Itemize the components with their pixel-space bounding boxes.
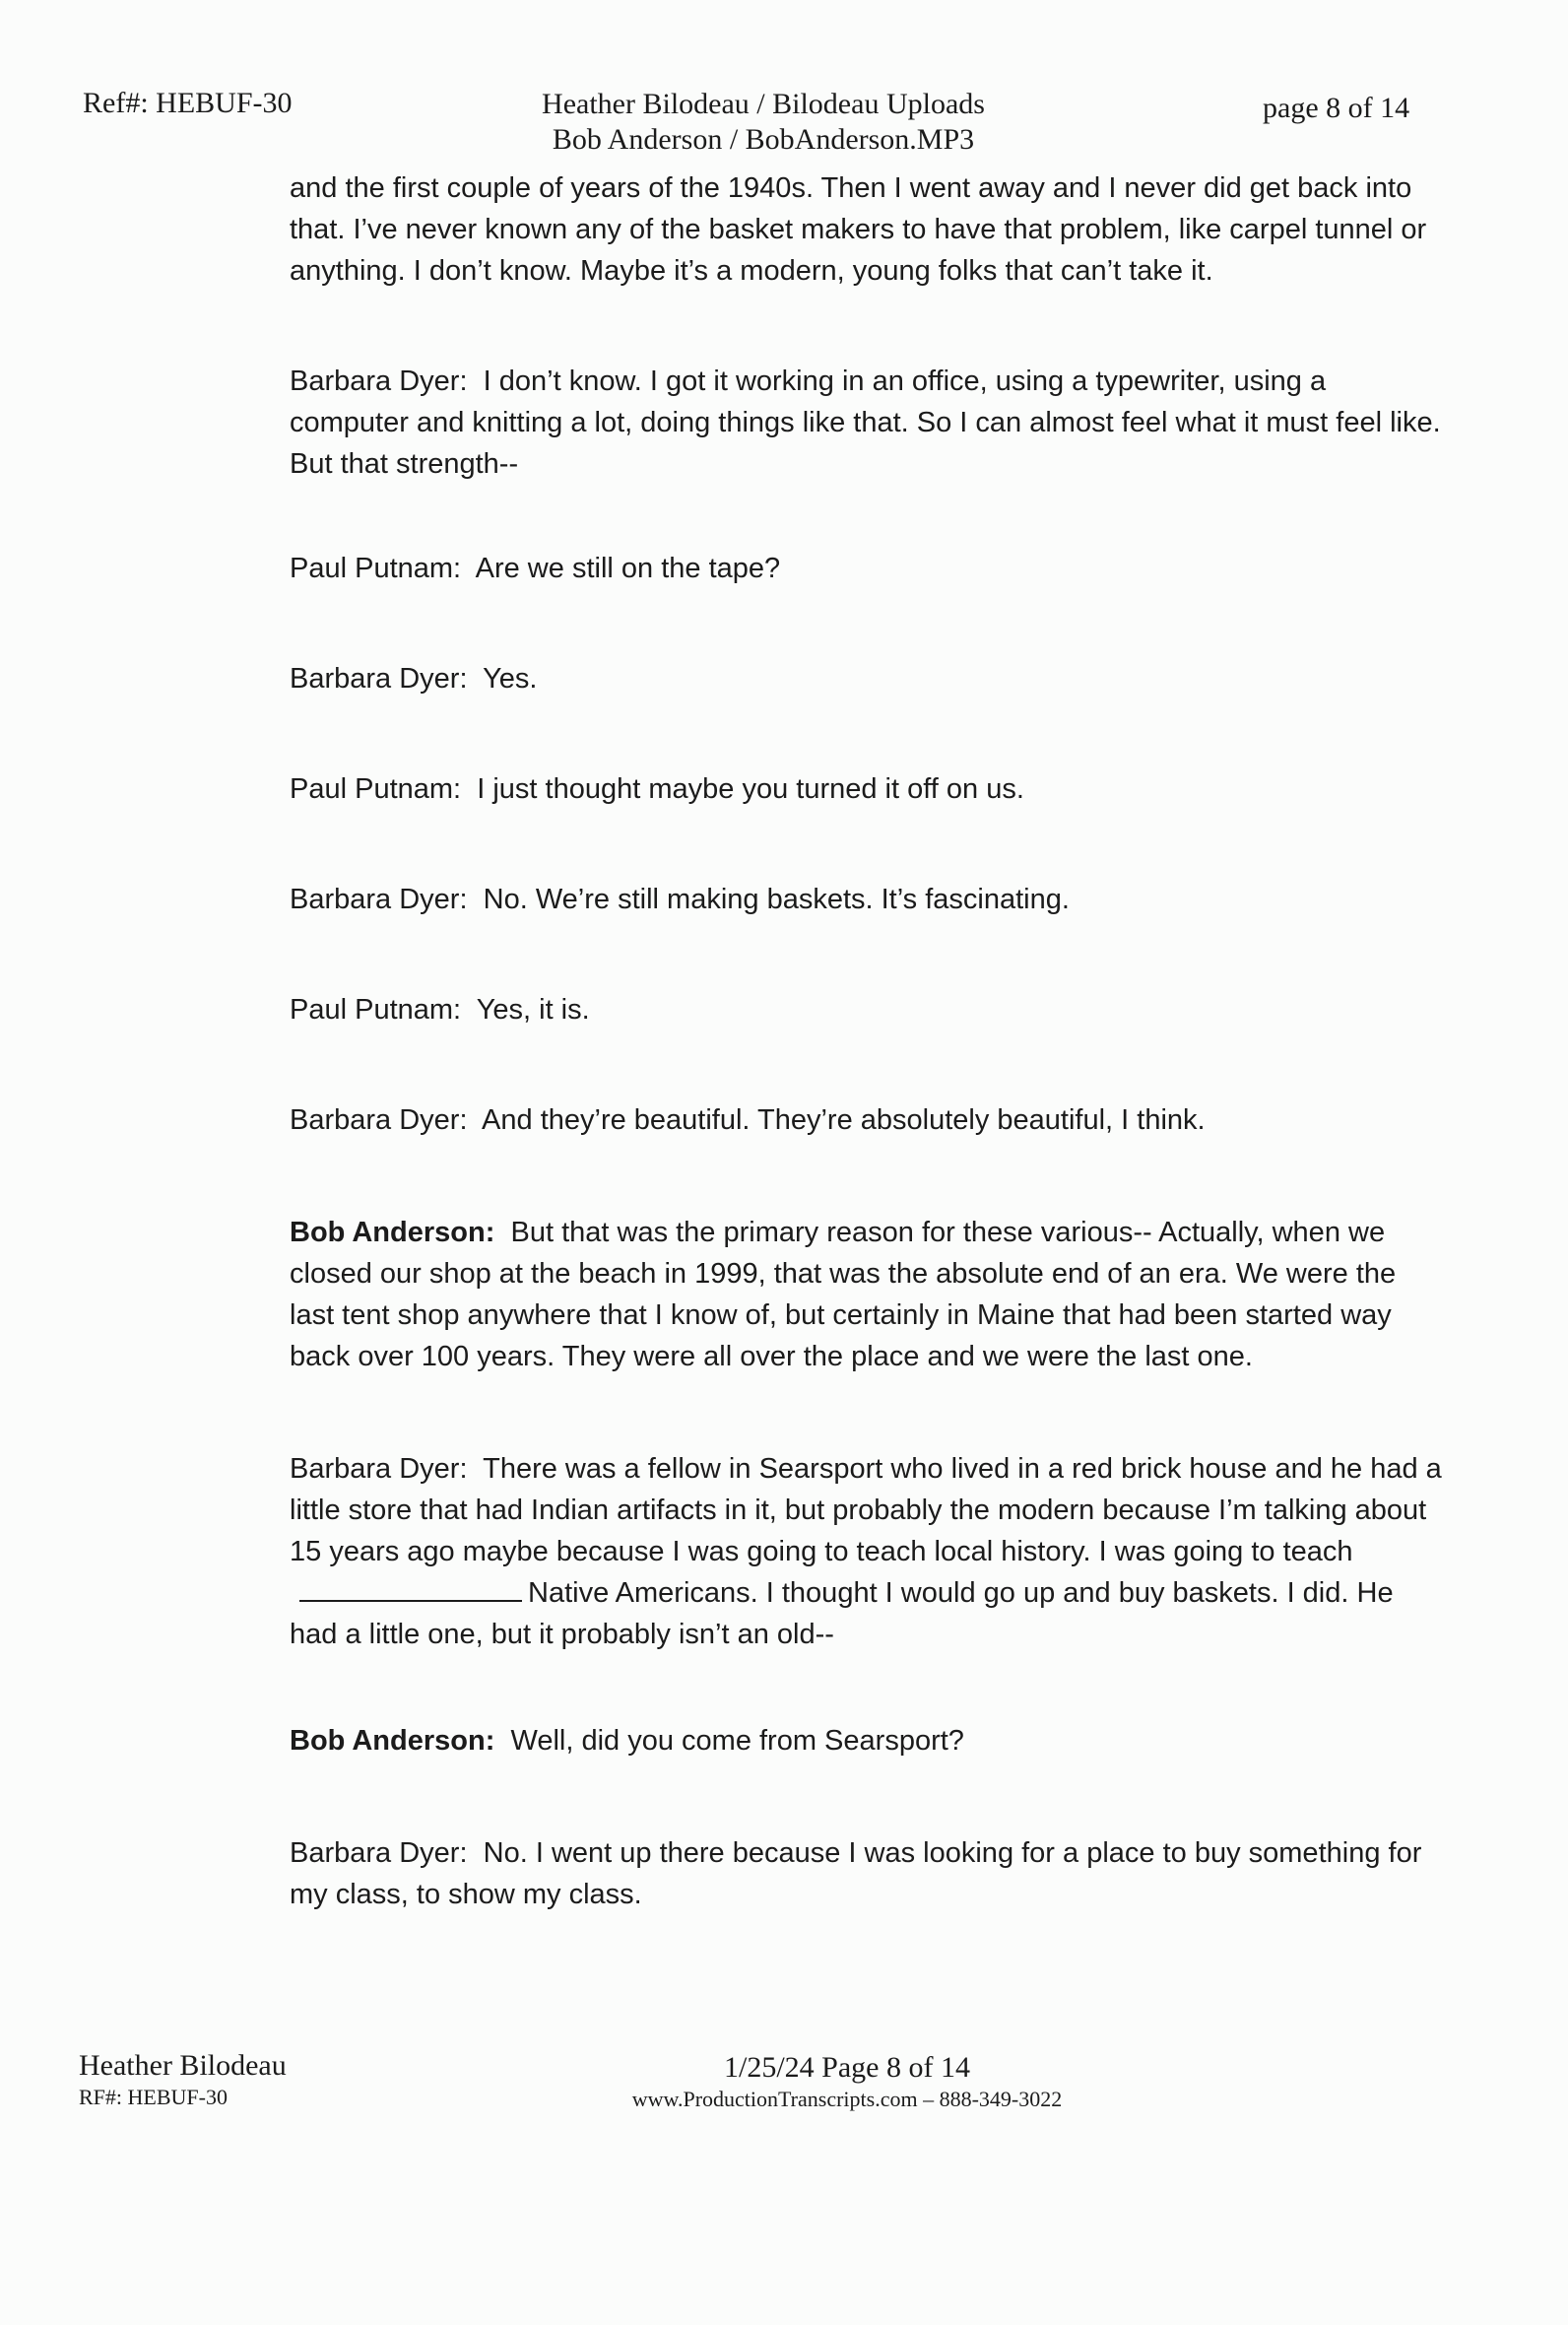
paragraph-text-after-blank: Native Americans. I thought I would go up and buy baskets. I did. He had a little one, but it probably isn’t an old-- <box>290 1577 1394 1650</box>
transcript-paragraph-11 <box>290 1832 1442 1915</box>
paragraph-text: and the first couple of years of the 1940s. Then I went away and I never did get back into that. I’ve never known any of the basket makers to have that problem, like carpel tunnel or anything. I don’t know. Maybe it’s a modern, young folks that can’t take it. <box>290 172 1427 287</box>
transcript-paragraph-4 <box>290 768 1442 810</box>
speaker-label: Paul Putnam: <box>290 773 462 805</box>
paragraph-text: Well, did you come from Searsport? <box>510 1725 964 1757</box>
transcript-paragraph-2 <box>290 548 1442 589</box>
paragraph-text: And they’re beautiful. They’re absolutely beautiful, I think. <box>482 1104 1206 1136</box>
speaker-label: Bob Anderson: <box>290 1725 495 1757</box>
header-title-line2: Bob Anderson / BobAnderson.MP3 <box>552 123 975 156</box>
transcript-paragraph-5 <box>290 879 1442 920</box>
speaker-label: Barbara Dyer: <box>290 365 468 397</box>
paragraph-text: No. I went up there because I was looking for a place to buy something for my class, to show my class. <box>290 1837 1422 1910</box>
speaker-label: Barbara Dyer: <box>290 1837 468 1869</box>
transcript-paragraph-10 <box>290 1720 1442 1761</box>
paragraph-text: Are we still on the tape? <box>475 553 781 584</box>
paragraph-text: I don’t know. I got it working in an office, using a typewriter, using a computer and knitting a lot, doing things like that. So I can almost feel what it must feel like. But that strength-- <box>290 365 1441 480</box>
redacted-blank-line <box>299 1574 522 1602</box>
header-ref: Ref#: HEBUF-30 <box>83 87 293 119</box>
paragraph-text: No. We’re still making baskets. It’s fascinating. <box>483 884 1070 915</box>
paragraph-text-before-blank: There was a fellow in Searsport who lived in a red brick house and he had a little store that had Indian artifacts in it, but probably the modern because I’m talking about 15 years ago maybe because I was going to teach local history. I was going to teach <box>290 1453 1442 1567</box>
header-title-line1: Heather Bilodeau / Bilodeau Uploads <box>542 88 985 120</box>
footer-website: www.ProductionTranscripts.com – 888-349-3022 <box>631 2087 1063 2111</box>
transcript-paragraph-9 <box>290 1448 1442 1655</box>
header-page-number: page 8 of 14 <box>1263 92 1410 124</box>
paragraph-text: Yes, it is. <box>476 994 590 1026</box>
paragraph-text: But that was the primary reason for these various-- Actually, when we closed our shop at the beach in 1999, that was the absolute end of an era. We were the last tent shop anywhere that I know of, but certainly in Maine that had been started way back over 100 years. They were all over the place and we were the last one. <box>290 1217 1397 1372</box>
transcript-paragraph-6 <box>290 989 1442 1030</box>
transcript-paragraph-8 <box>290 1212 1442 1377</box>
footer-name: Heather Bilodeau <box>79 2049 287 2082</box>
transcript-paragraph-1 <box>290 361 1442 485</box>
speaker-label: Bob Anderson: <box>290 1217 495 1248</box>
speaker-label: Barbara Dyer: <box>290 884 468 915</box>
footer-date-page: 1/25/24 Page 8 of 14 <box>724 2051 970 2084</box>
paragraph-text: Yes. <box>483 663 538 695</box>
footer-ref: RF#: HEBUF-30 <box>79 2085 228 2109</box>
speaker-label: Barbara Dyer: <box>290 1453 468 1485</box>
transcript-paragraph-3 <box>290 658 1442 699</box>
speaker-label: Paul Putnam: <box>290 553 462 584</box>
speaker-label: Paul Putnam: <box>290 994 462 1026</box>
paragraph-text: I just thought maybe you turned it off on us. <box>477 773 1024 805</box>
speaker-label: Barbara Dyer: <box>290 1104 468 1136</box>
transcript-paragraph-0 <box>290 167 1442 292</box>
speaker-label: Barbara Dyer: <box>290 663 468 695</box>
transcript-paragraph-7 <box>290 1099 1442 1141</box>
